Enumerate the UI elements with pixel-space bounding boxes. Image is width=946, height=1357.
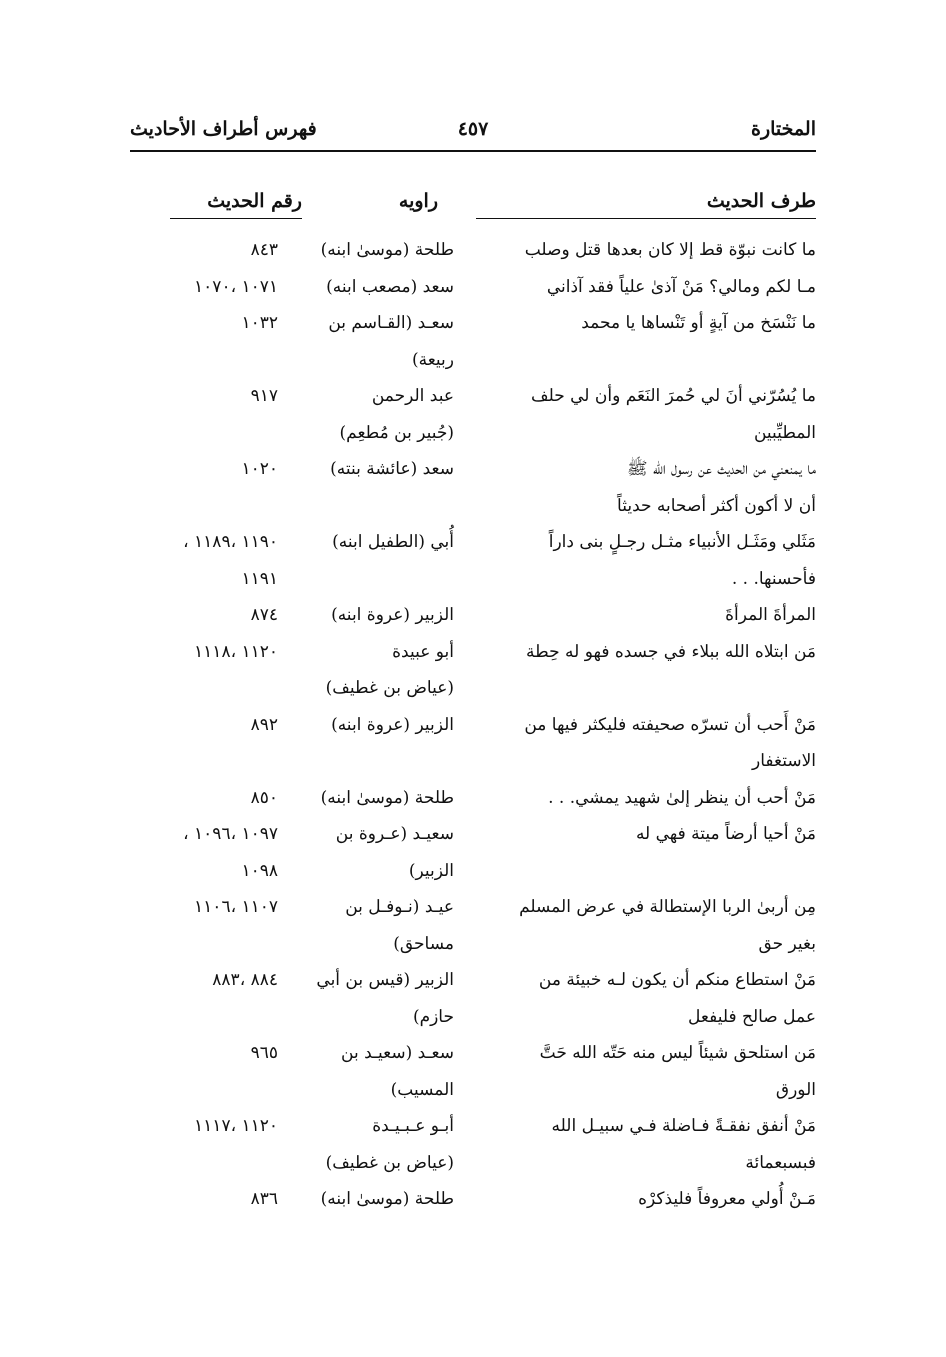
hadith-text-line: مَن استلحق شيئاً ليس منه حَتّه الله حَتَّ bbox=[539, 1043, 816, 1063]
table-row bbox=[110, 597, 816, 634]
narrator-text-line: الزبير (عروة ابنه) bbox=[331, 714, 454, 735]
narrator-text-line: (عياض بن غطيف) bbox=[325, 1152, 454, 1173]
hadith-number bbox=[110, 269, 278, 306]
hadith-number bbox=[110, 889, 278, 926]
column-header-hadith: طرف الحديث bbox=[476, 190, 816, 219]
column-header-narrator: راويه bbox=[398, 190, 438, 212]
hadith-number bbox=[110, 1108, 278, 1145]
hadith-text-line: مَثَلي ومَثَـل الأنبياء مثـل رجـلٍ بنى داراً bbox=[548, 532, 816, 552]
narrator-text-line: سعد (مصعب ابنه) bbox=[326, 276, 454, 297]
hadith-number-line: ٨٧٤ bbox=[250, 605, 278, 625]
table-row bbox=[110, 780, 816, 817]
hadith-number bbox=[110, 780, 278, 817]
narrator-text bbox=[299, 305, 454, 378]
hadith-text bbox=[476, 1035, 816, 1108]
hadith-number-line: ١١٢٠ ،١١١٨ bbox=[194, 641, 278, 662]
hadith-number bbox=[110, 378, 278, 415]
narrator-text-line: طلحة (موسىٰ ابنه) bbox=[320, 787, 454, 808]
narrator-text-line: أُبي (الطفيل ابنه) bbox=[332, 532, 454, 552]
hadith-text bbox=[476, 1181, 816, 1218]
hadith-number bbox=[110, 816, 278, 889]
narrator-text-line: (عياض بن غطيف) bbox=[325, 678, 454, 698]
hadith-text bbox=[476, 707, 816, 780]
table-row bbox=[110, 1181, 816, 1218]
table-row bbox=[110, 232, 816, 269]
hadith-number-line: ١١٩٠ ،١١٨٩ ، bbox=[183, 532, 278, 552]
hadith-number-line: ٨٤٣ bbox=[250, 240, 278, 260]
hadith-text-line: ما يُسُرّني أنَ لي حُمرَ النَعَم وأن لي حلف bbox=[530, 386, 816, 406]
hadith-text-line: أن لا أكون أكثر أصحابه حديثاً bbox=[617, 495, 816, 516]
narrator-text-line: سعد (عائشة بنته) bbox=[330, 459, 454, 479]
hadith-text bbox=[476, 269, 816, 306]
narrator-text-line: المسيب) bbox=[390, 1079, 454, 1100]
hadith-number bbox=[110, 305, 278, 342]
narrator-text-line: أبـو عـبـيـدة bbox=[372, 1116, 454, 1136]
narrator-text-line: (جُبير بن مُطعِم) bbox=[339, 422, 454, 443]
hadith-text bbox=[476, 524, 816, 597]
book-title: المختارة bbox=[751, 118, 816, 140]
narrator-text bbox=[299, 634, 454, 707]
table-row bbox=[110, 1035, 816, 1108]
hadith-number bbox=[110, 524, 278, 597]
narrator-text-line: عيـد (نـوفـل بن bbox=[345, 897, 454, 917]
column-header-number: رقم الحديث bbox=[170, 190, 302, 219]
hadith-number bbox=[110, 597, 278, 634]
hadith-text-line: مَنْ أحب أن ينظر إلىٰ شهيد يمشي. . . bbox=[548, 787, 816, 808]
hadith-text-line: فبسبعمائة bbox=[745, 1152, 816, 1173]
hadith-text bbox=[476, 889, 816, 962]
hadith-text-line: مَنْ أنفق نفقـةً فـاضلة فـي سبيـل الله bbox=[551, 1116, 816, 1136]
hadith-number-line: ٨٥٠ bbox=[250, 787, 278, 808]
hadith-number bbox=[110, 1035, 278, 1072]
narrator-text bbox=[299, 524, 454, 561]
hadith-text-line: عمل صالح فليفعل bbox=[688, 1006, 816, 1027]
hadith-number bbox=[110, 707, 278, 744]
table-row bbox=[110, 634, 816, 707]
hadith-text-line: المرأةَ المرأةَ bbox=[725, 605, 816, 625]
index-title: فهرس أطراف الأحاديث bbox=[130, 118, 317, 140]
hadith-text-line: ما نَنْسَخ من آيةٍ أو تَنْساها يا محمد bbox=[581, 313, 816, 333]
table-row bbox=[110, 962, 816, 1035]
hadith-number bbox=[110, 451, 278, 488]
hadith-number bbox=[110, 634, 278, 671]
hadith-text-line: مَـنْ أُولي معروفاً فليذكرْه bbox=[638, 1189, 816, 1209]
narrator-text-line: الزبير (عروة ابنه) bbox=[331, 605, 454, 625]
narrator-text-line: حازم) bbox=[412, 1006, 454, 1027]
hadith-text bbox=[476, 1108, 816, 1181]
narrator-text-line: الزبير) bbox=[408, 860, 454, 881]
hadith-text-line: فأحسنها. . . bbox=[731, 568, 816, 589]
hadith-number bbox=[110, 1181, 278, 1218]
narrator-text bbox=[299, 232, 454, 269]
hadith-text-line: ما كانت نبوّة قط إلا كان بعدها قتل وصلب bbox=[524, 240, 816, 260]
narrator-text bbox=[299, 816, 454, 889]
narrator-text bbox=[299, 1035, 454, 1108]
table-row bbox=[110, 1108, 816, 1181]
table-row bbox=[110, 269, 816, 306]
hadith-text bbox=[476, 634, 816, 671]
hadith-number-line: ١١٩١ bbox=[241, 568, 278, 589]
narrator-text-line: طلحة (موسىٰ ابنه) bbox=[320, 1189, 454, 1209]
hadith-number-line: ١٠٧١ ،١٠٧٠ bbox=[194, 276, 278, 297]
table-row bbox=[110, 889, 816, 962]
hadith-number-line: ٩١٧ bbox=[250, 386, 278, 406]
hadith-text-line: مـا لكم ومالي؟ مَنْ آذىٰ علياً فقد آذاني bbox=[546, 276, 816, 297]
hadith-number bbox=[110, 232, 278, 269]
hadith-text-line: مِن أربىٰ الربا الإستطالة في عرض المسلم bbox=[519, 897, 816, 917]
table-row bbox=[110, 305, 816, 378]
narrator-text bbox=[299, 451, 454, 488]
narrator-text bbox=[299, 1108, 454, 1181]
hadith-number-line: ٨٩٢ bbox=[250, 714, 278, 735]
page-header bbox=[130, 112, 816, 152]
narrator-text-line: سعـد (سعيـد بن bbox=[341, 1043, 454, 1063]
narrator-text-line: سعيـد (عـروة بن bbox=[335, 824, 454, 844]
narrator-text bbox=[299, 707, 454, 744]
hadith-text bbox=[476, 378, 816, 451]
narrator-text bbox=[299, 269, 454, 306]
hadith-text-line: الاستغفار bbox=[752, 751, 816, 771]
hadith-number-line: ٩٦٥ bbox=[250, 1043, 278, 1063]
hadith-text-line: ما يمنعني من الحديث عن رسول الله ﷺ bbox=[627, 459, 816, 479]
table-row bbox=[110, 378, 816, 451]
narrator-text bbox=[299, 597, 454, 634]
hadith-text bbox=[476, 305, 816, 342]
narrator-text bbox=[299, 1181, 454, 1218]
narrator-text-line: عبد الرحمن bbox=[371, 386, 454, 406]
hadith-number-line: ١٠٩٧ ،١٠٩٦ ، bbox=[183, 824, 278, 844]
hadith-text-line: مَنْ استطاع منكم أن يكون لـه خبيئة من bbox=[538, 970, 816, 990]
hadith-number-line: ١١٢٠ ،١١١٧ bbox=[194, 1116, 278, 1136]
page-number: ٤٥٧ bbox=[457, 118, 489, 140]
hadith-text bbox=[476, 816, 816, 853]
narrator-text-line: أبو عبيدة bbox=[392, 641, 454, 662]
hadith-text-line: مَنْ أحيا أرضاً ميتة فهي له bbox=[635, 824, 816, 844]
hadith-index-table bbox=[110, 232, 816, 1218]
narrator-text-line: الزبير (قيس بن أبي bbox=[316, 970, 454, 990]
narrator-text bbox=[299, 889, 454, 962]
hadith-text bbox=[476, 780, 816, 817]
hadith-text-line: مَنْ أَحب أن تسرّه صحيفته فليكثر فيها من bbox=[524, 714, 816, 735]
hadith-text bbox=[476, 597, 816, 634]
narrator-text bbox=[299, 378, 454, 451]
narrator-text bbox=[299, 962, 454, 1035]
column-headers bbox=[130, 190, 816, 230]
hadith-text-line: الورق bbox=[775, 1079, 816, 1100]
hadith-text-line: المطيِّبين bbox=[753, 422, 816, 443]
header-rule bbox=[130, 150, 816, 152]
hadith-number-line: ١٠٩٨ bbox=[241, 860, 278, 881]
hadith-number-line: ١٠٢٠ bbox=[241, 459, 278, 479]
narrator-text-line: مساحق) bbox=[393, 933, 454, 954]
narrator-text-line: سعـد (القـاسم بن bbox=[328, 313, 454, 333]
hadith-number-line: ١١٠٧ ،١١٠٦ bbox=[194, 897, 278, 917]
table-row bbox=[110, 451, 816, 524]
narrator-text bbox=[299, 780, 454, 817]
hadith-text bbox=[476, 962, 816, 1035]
hadith-number-line: ٨٨٤ ،٨٨٣ bbox=[212, 970, 278, 990]
hadith-text bbox=[476, 232, 816, 269]
table-row bbox=[110, 524, 816, 597]
hadith-text-line: بغير حق bbox=[758, 933, 816, 954]
hadith-text bbox=[476, 451, 816, 524]
hadith-number bbox=[110, 962, 278, 999]
table-row bbox=[110, 707, 816, 780]
hadith-number-line: ١٠٣٢ bbox=[241, 313, 278, 333]
hadith-text-line: مَن ابتلاه الله ببلاء في جسده فهو له حِطة bbox=[526, 641, 816, 662]
narrator-text-line: طلحة (موسىٰ ابنه) bbox=[320, 240, 454, 260]
narrator-text-line: ربيعة) bbox=[411, 349, 454, 370]
hadith-number-line: ٨٣٦ bbox=[250, 1189, 278, 1209]
table-row bbox=[110, 816, 816, 889]
